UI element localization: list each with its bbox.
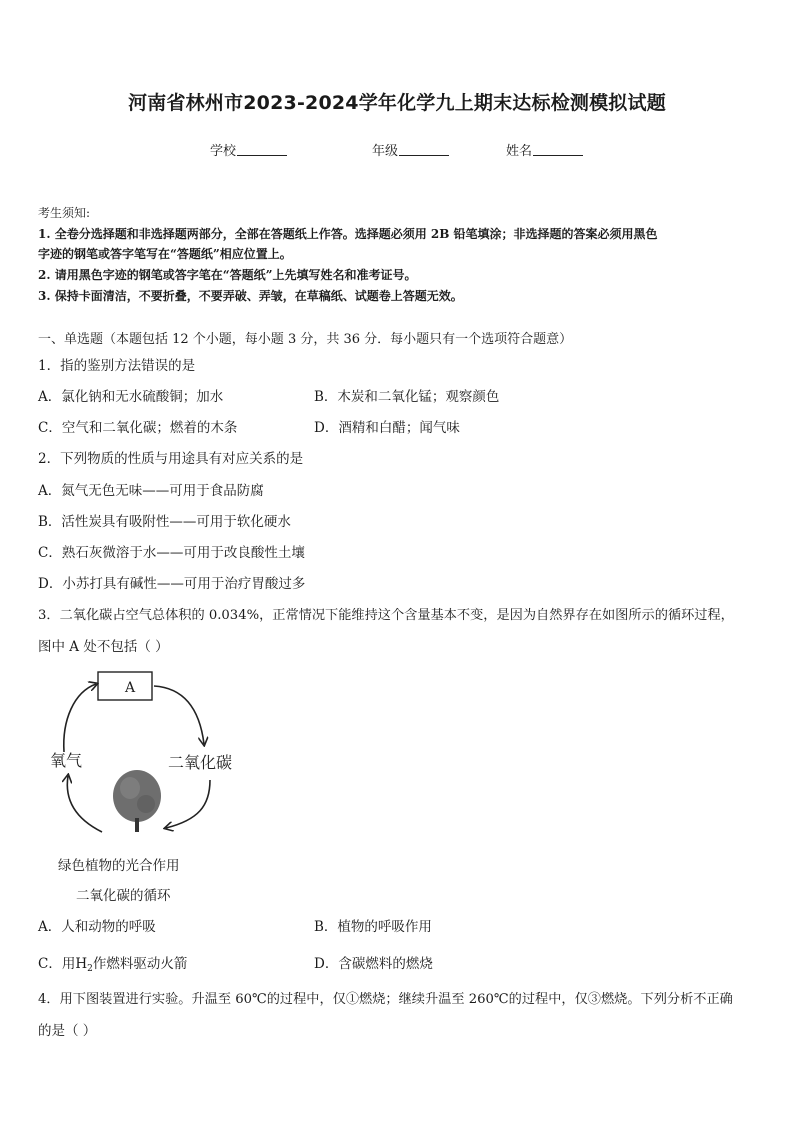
page-title: 河南省林州市2023-2024学年化学九上期末达标检测模拟试题 (128, 92, 666, 114)
q1-option-d[interactable]: D．酒精和白醋；闻气味 (314, 420, 460, 436)
notice-heading: 考生须知: (38, 206, 91, 220)
q3-option-d[interactable]: D．含碳燃料的燃烧 (314, 956, 433, 972)
q3-option-c-formula: H (75, 956, 88, 972)
q2-option-d[interactable]: D．小苏打具有碱性——可用于治疗胃酸过多 (38, 576, 306, 592)
q3-option-a[interactable]: A．人和动物的呼吸 (38, 919, 156, 935)
notice-item-3: 3. 保持卡面清洁，不要折叠，不要弄破、弄皱，在草稿纸、试题卷上答题无效。 (38, 289, 463, 303)
q1-option-c[interactable]: C．空气和二氧化碳；燃着的木条 (38, 420, 238, 436)
co2-label: 二氧化碳 (168, 753, 233, 772)
oxygen-label: 氧气 (50, 751, 83, 770)
q3-stem-cont: 图中 A 处不包括（ ） (38, 639, 169, 655)
notice-item-1-cont: 字迹的钢笔或答字笔写在“答题纸”相应位置上。 (38, 247, 292, 261)
diagram-caption-photosynthesis: 绿色植物的光合作用 (58, 858, 180, 874)
tree-icon (113, 770, 161, 832)
school-label: 学校 (210, 144, 237, 159)
arrow-to-co2 (154, 686, 204, 744)
q4-stem: 4．用下图装置进行实验。升温至 60℃的过程中，仅①燃烧；继续升温至 260℃的过程中，仅③燃烧。下列分析不正确 (38, 992, 733, 1007)
school-blank[interactable] (237, 143, 287, 156)
box-a-label: A (125, 680, 136, 696)
section-heading: 一、单选题（本题包括 12 个小题，每小题 3 分，共 36 分．每小题只有一个选项符合题意） (38, 332, 573, 347)
grade-field[interactable] (372, 140, 449, 159)
notice-item-2: 2. 请用黑色字迹的钢笔或答字笔在“答题纸”上先填写姓名和准考证号。 (38, 268, 417, 282)
q2-option-b[interactable]: B．活性炭具有吸附性——可用于软化硬水 (38, 514, 291, 530)
q2-stem: 2．下列物质的性质与用途具有对应关系的是 (38, 451, 304, 467)
arrow-to-tree (166, 780, 210, 828)
q1-stem: 1．指的鉴别方法错误的是 (38, 358, 196, 374)
q3-option-c-prefix: C．用 (38, 956, 76, 972)
name-label: 姓名 (506, 144, 533, 159)
grade-label: 年级 (372, 144, 399, 159)
diagram-caption-cycle: 二氧化碳的循环 (76, 888, 171, 904)
name-field[interactable] (506, 140, 583, 159)
q3-option-c[interactable] (38, 952, 187, 974)
q3-option-c-subscript: 2 (87, 964, 93, 974)
q3-stem: 3．二氧化碳占空气总体积的 0.034%，正常情况下能维持这个含量基本不变，是因为自然界存在如图所示的循环过程， (38, 608, 734, 623)
notice-item-1: 1. 全卷分选择题和非选择题两部分，全部在答题纸上作答。选择题必须用 2B 铅笔填涂；非选择题的答案必须用黑色 (38, 227, 658, 241)
q1-option-b[interactable]: B．木炭和二氧化锰；观察颜色 (314, 389, 500, 405)
grade-blank[interactable] (399, 143, 449, 156)
q4-stem-cont: 的是（ ） (38, 1023, 97, 1039)
q3-option-b[interactable]: B．植物的呼吸作用 (314, 919, 432, 935)
q1-option-a[interactable]: A．氯化钠和无水硫酸铜；加水 (38, 389, 224, 405)
name-blank[interactable] (533, 143, 583, 156)
q3-option-c-text: 作燃料驱动火箭 (92, 956, 188, 972)
q2-option-a[interactable]: A．氮气无色无味——可用于食品防腐 (38, 483, 264, 499)
school-field[interactable] (210, 140, 287, 159)
q2-option-c[interactable]: C．熟石灰微溶于水——可用于改良酸性土壤 (38, 545, 305, 561)
arrow-to-box (64, 684, 96, 752)
arrow-to-oxygen (67, 776, 102, 832)
